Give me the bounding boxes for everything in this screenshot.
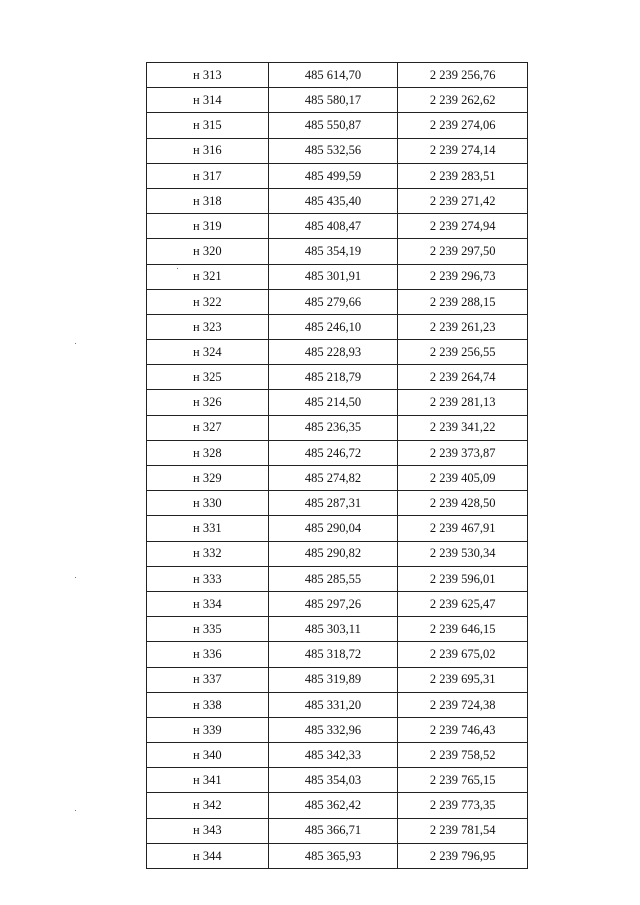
point-number-cell: н 344 — [147, 843, 269, 868]
table-row — [147, 264, 528, 289]
point-number-cell: н 330 — [147, 491, 269, 516]
y-coordinate-cell: 2 239 695,31 — [398, 667, 528, 692]
point-number-cell: н 317 — [147, 163, 269, 188]
table-row — [147, 466, 528, 491]
x-coordinate-cell: 485 274,82 — [268, 466, 398, 491]
point-number-cell: н 333 — [147, 566, 269, 591]
table-row — [147, 617, 528, 642]
coordinates-table-body — [147, 63, 528, 869]
x-coordinate-cell: 485 319,89 — [268, 667, 398, 692]
point-number-cell: н 314 — [147, 88, 269, 113]
x-coordinate-cell: 485 218,79 — [268, 365, 398, 390]
point-number-cell: н 319 — [147, 214, 269, 239]
x-coordinate-cell: 485 285,55 — [268, 566, 398, 591]
x-coordinate-cell: 485 366,71 — [268, 818, 398, 843]
point-number-cell: н 322 — [147, 289, 269, 314]
point-number-cell: н 325 — [147, 365, 269, 390]
x-coordinate-cell: 485 303,11 — [268, 617, 398, 642]
table-row — [147, 541, 528, 566]
x-coordinate-cell: 485 331,20 — [268, 692, 398, 717]
x-coordinate-cell: 485 301,91 — [268, 264, 398, 289]
y-coordinate-cell: 2 239 281,13 — [398, 390, 528, 415]
y-coordinate-cell: 2 239 758,52 — [398, 743, 528, 768]
y-coordinate-cell: 2 239 262,62 — [398, 88, 528, 113]
point-number-cell: н 332 — [147, 541, 269, 566]
table-row — [147, 743, 528, 768]
point-number-cell: н 323 — [147, 314, 269, 339]
x-coordinate-cell: 485 408,47 — [268, 214, 398, 239]
scan-speck — [75, 577, 76, 578]
y-coordinate-cell: 2 239 405,09 — [398, 466, 528, 491]
table-row — [147, 793, 528, 818]
x-coordinate-cell: 485 354,03 — [268, 768, 398, 793]
x-coordinate-cell: 485 550,87 — [268, 113, 398, 138]
point-number-cell: н 342 — [147, 793, 269, 818]
y-coordinate-cell: 2 239 274,94 — [398, 214, 528, 239]
point-number-cell: н 339 — [147, 717, 269, 742]
x-coordinate-cell: 485 228,93 — [268, 340, 398, 365]
table-row — [147, 491, 528, 516]
y-coordinate-cell: 2 239 781,54 — [398, 818, 528, 843]
table-row — [147, 818, 528, 843]
table-row — [147, 163, 528, 188]
x-coordinate-cell: 485 614,70 — [268, 63, 398, 88]
point-number-cell: н 336 — [147, 642, 269, 667]
point-number-cell: н 321 — [147, 264, 269, 289]
y-coordinate-cell: 2 239 796,95 — [398, 843, 528, 868]
x-coordinate-cell: 485 246,10 — [268, 314, 398, 339]
point-number-cell: н 316 — [147, 138, 269, 163]
point-number-cell: н 335 — [147, 617, 269, 642]
y-coordinate-cell: 2 239 724,38 — [398, 692, 528, 717]
point-number-cell: н 313 — [147, 63, 269, 88]
y-coordinate-cell: 2 239 256,55 — [398, 340, 528, 365]
coordinates-table — [146, 62, 528, 869]
y-coordinate-cell: 2 239 283,51 — [398, 163, 528, 188]
x-coordinate-cell: 485 435,40 — [268, 188, 398, 213]
x-coordinate-cell: 485 365,93 — [268, 843, 398, 868]
point-number-cell: н 324 — [147, 340, 269, 365]
point-number-cell: н 337 — [147, 667, 269, 692]
table-row — [147, 340, 528, 365]
y-coordinate-cell: 2 239 765,15 — [398, 768, 528, 793]
table-row — [147, 239, 528, 264]
x-coordinate-cell: 485 287,31 — [268, 491, 398, 516]
y-coordinate-cell: 2 239 264,74 — [398, 365, 528, 390]
table-row — [147, 717, 528, 742]
point-number-cell: н 328 — [147, 440, 269, 465]
y-coordinate-cell: 2 239 373,87 — [398, 440, 528, 465]
x-coordinate-cell: 485 214,50 — [268, 390, 398, 415]
x-coordinate-cell: 485 354,19 — [268, 239, 398, 264]
y-coordinate-cell: 2 239 596,01 — [398, 566, 528, 591]
y-coordinate-cell: 2 239 428,50 — [398, 491, 528, 516]
point-number-cell: н 343 — [147, 818, 269, 843]
x-coordinate-cell: 485 318,72 — [268, 642, 398, 667]
x-coordinate-cell: 485 290,04 — [268, 516, 398, 541]
table-row — [147, 566, 528, 591]
table-row — [147, 591, 528, 616]
y-coordinate-cell: 2 239 261,23 — [398, 314, 528, 339]
scan-speck — [75, 343, 76, 344]
table-row — [147, 415, 528, 440]
table-row — [147, 692, 528, 717]
table-row — [147, 390, 528, 415]
y-coordinate-cell: 2 239 625,47 — [398, 591, 528, 616]
table-row — [147, 214, 528, 239]
x-coordinate-cell: 485 362,42 — [268, 793, 398, 818]
table-row — [147, 642, 528, 667]
x-coordinate-cell: 485 499,59 — [268, 163, 398, 188]
y-coordinate-cell: 2 239 296,73 — [398, 264, 528, 289]
x-coordinate-cell: 485 290,82 — [268, 541, 398, 566]
y-coordinate-cell: 2 239 646,15 — [398, 617, 528, 642]
y-coordinate-cell: 2 239 530,34 — [398, 541, 528, 566]
x-coordinate-cell: 485 342,33 — [268, 743, 398, 768]
y-coordinate-cell: 2 239 288,15 — [398, 289, 528, 314]
table-row — [147, 314, 528, 339]
point-number-cell: н 340 — [147, 743, 269, 768]
point-number-cell: н 329 — [147, 466, 269, 491]
y-coordinate-cell: 2 239 341,22 — [398, 415, 528, 440]
point-number-cell: н 315 — [147, 113, 269, 138]
point-number-cell: н 320 — [147, 239, 269, 264]
y-coordinate-cell: 2 239 256,76 — [398, 63, 528, 88]
x-coordinate-cell: 485 279,66 — [268, 289, 398, 314]
x-coordinate-cell: 485 532,56 — [268, 138, 398, 163]
table-row — [147, 365, 528, 390]
table-row — [147, 440, 528, 465]
x-coordinate-cell: 485 297,26 — [268, 591, 398, 616]
y-coordinate-cell: 2 239 675,02 — [398, 642, 528, 667]
y-coordinate-cell: 2 239 271,42 — [398, 188, 528, 213]
y-coordinate-cell: 2 239 746,43 — [398, 717, 528, 742]
y-coordinate-cell: 2 239 274,06 — [398, 113, 528, 138]
table-row — [147, 843, 528, 868]
point-number-cell: н 327 — [147, 415, 269, 440]
scan-speck — [75, 810, 76, 811]
table-row — [147, 667, 528, 692]
table-row — [147, 138, 528, 163]
y-coordinate-cell: 2 239 773,35 — [398, 793, 528, 818]
point-number-cell: н 326 — [147, 390, 269, 415]
x-coordinate-cell: 485 246,72 — [268, 440, 398, 465]
y-coordinate-cell: 2 239 274,14 — [398, 138, 528, 163]
table-row — [147, 188, 528, 213]
point-number-cell: н 341 — [147, 768, 269, 793]
x-coordinate-cell: 485 236,35 — [268, 415, 398, 440]
x-coordinate-cell: 485 580,17 — [268, 88, 398, 113]
point-number-cell: н 331 — [147, 516, 269, 541]
point-number-cell: н 338 — [147, 692, 269, 717]
table-row — [147, 88, 528, 113]
y-coordinate-cell: 2 239 467,91 — [398, 516, 528, 541]
point-number-cell: н 318 — [147, 188, 269, 213]
table-row — [147, 63, 528, 88]
table-row — [147, 289, 528, 314]
point-number-cell: н 334 — [147, 591, 269, 616]
table-row — [147, 768, 528, 793]
table-row — [147, 516, 528, 541]
x-coordinate-cell: 485 332,96 — [268, 717, 398, 742]
table-row — [147, 113, 528, 138]
y-coordinate-cell: 2 239 297,50 — [398, 239, 528, 264]
